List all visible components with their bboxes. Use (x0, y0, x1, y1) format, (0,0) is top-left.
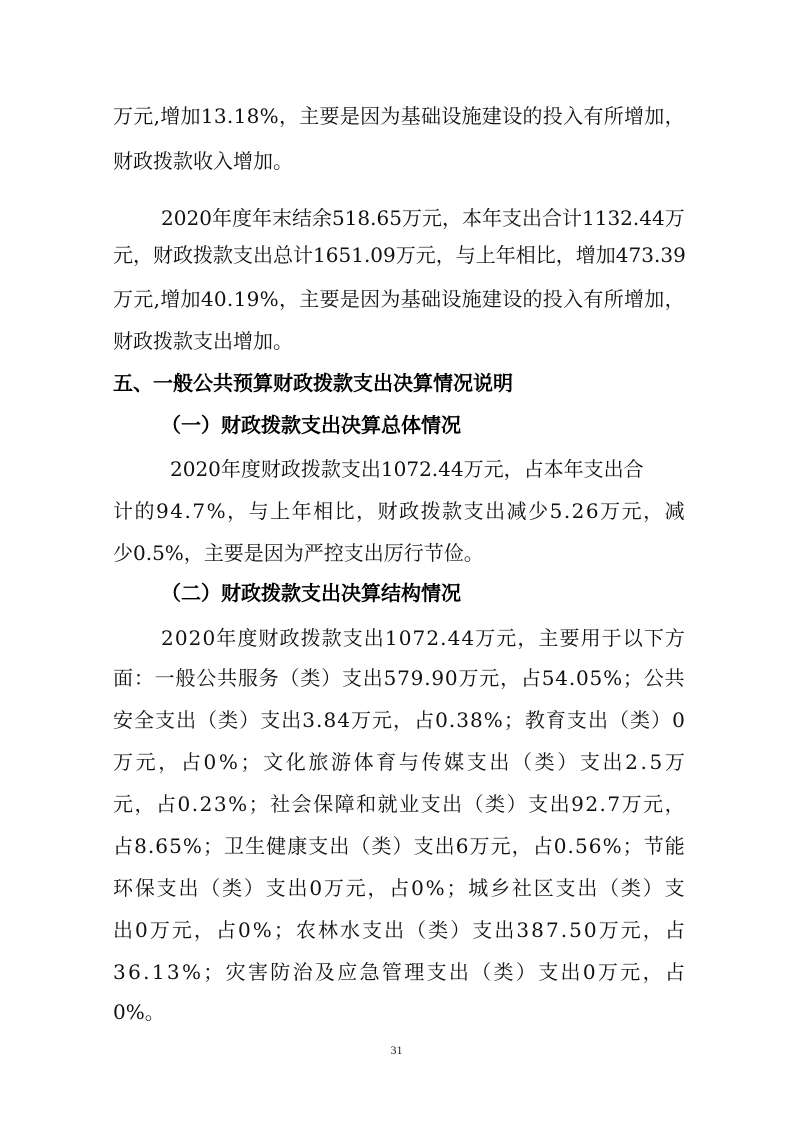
p4-line: 环 保 支 出 （ 类 ） 支 出 0 万 元 ， 占 0 % ； 城 乡 社 区 支 出 （ 类 ） 支 (113, 876, 685, 900)
p4-line: 安 全 支 出 （ 类 ） 支 出 3 . 8 4 万 元 ， 占 0 . 3 8 % ； 教 育 支 出 （ 类 ） 0 (113, 708, 685, 732)
subsection-heading: （一）财政拨款支出决算总体情况 (161, 413, 461, 437)
p2-line: 万 元 , 增 加 4 0 . 1 9 % ， 主 要 是 因 为 基 础 设 施 建 设 的 投 入 有 所 增 加 ， (113, 287, 685, 311)
p4-line: 面 ： 一 般 公 共 服 务 （ 类 ） 支 出 5 7 9 . 9 0 万 元 ， 占 5 4 . 0 5 % ； 公 共 (113, 666, 685, 690)
page-number: 31 (390, 1043, 403, 1057)
subsection-heading: （二）财政拨款支出决算结构情况 (161, 581, 461, 605)
p4-line: 3 6 . 1 3 % ； 灾 害 防 治 及 应 急 管 理 支 出 （ 类 ） 支 出 0 万 元 ， 占 (113, 960, 685, 984)
p3-line: 计 的 9 4 . 7 % ， 与 上 年 相 比 ， 财 政 拨 款 支 出 减 少 5 . 2 6 万 元 ， 减 (113, 499, 685, 523)
p4-line: 占 8 . 6 5 % ； 卫 生 健 康 支 出 （ 类 ） 支 出 6 万 元 ， 占 0 . 5 6 % ； 节 能 (113, 834, 685, 858)
p4-line: 出 0 万 元 ， 占 0 % ； 农 林 水 支 出 （ 类 ） 支 出 3 8 7 . 5 0 万 元 ， 占 (113, 918, 685, 942)
p3-line: 少0.5%，主要是因为严控支出厉行节俭。 (113, 541, 484, 565)
p4-line: 0%。 (113, 1000, 165, 1024)
p1-line: 财政拨款收入增加。 (113, 149, 293, 173)
p2-line: 元 ， 财 政 拨 款 支 出 总 计 1 6 5 1 . 0 9 万 元 ， 与 上 年 相 比 ， 增 加 4 7 3 . 3 9 (113, 243, 686, 267)
p2-line: 2 0 2 0 年 度 年 末 结 余 5 1 8 . 6 5 万 元 ， 本 年 支 出 合 计 1 1 3 2 . 4 4 万 (161, 206, 685, 230)
p4-line: 2 0 2 0 年 度 财 政 拨 款 支 出 1 0 7 2 . 4 4 万 元 ， 主 要 用 于 以 下 方 (161, 626, 685, 650)
p4-line: 元 ， 占 0 . 2 3 % ； 社 会 保 障 和 就 业 支 出 （ 类 ） 支 出 9 2 . 7 万 元 ， (113, 792, 685, 816)
section-heading: 五、一般公共预算财政拨款支出决算情况说明 (113, 371, 513, 395)
p1-line: 万 元 , 增 加 1 3 . 1 8 % ， 主 要 是 因 为 基 础 设 施 建 设 的 投 入 有 所 增 加 ， (113, 104, 685, 128)
p4-line: 万 元 ， 占 0 % ； 文 化 旅 游 体 育 与 传 媒 支 出 （ 类 ） 支 出 2 . 5 万 (113, 750, 685, 774)
p3-line: 2020年度财政拨款支出1072.44万元，占本年支出合 (170, 457, 644, 481)
p2-line: 财政拨款支出增加。 (113, 329, 293, 353)
